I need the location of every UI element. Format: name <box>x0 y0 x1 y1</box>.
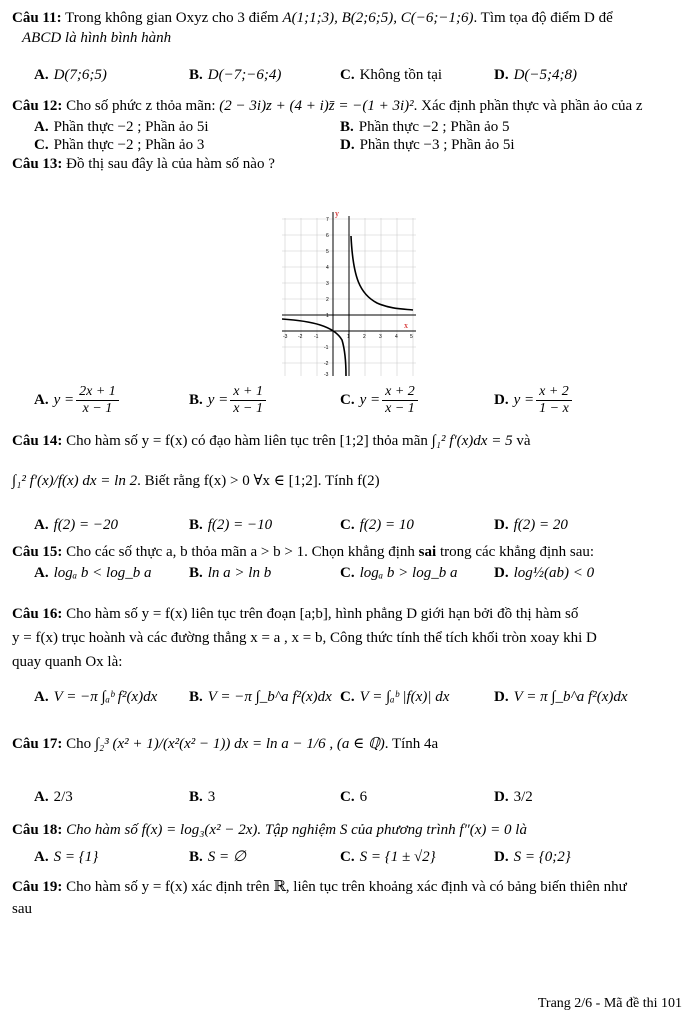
y-tick-label: 4 <box>326 265 329 271</box>
q11-option-b[interactable]: B. D(−7;−6;4) <box>189 67 282 83</box>
x-tick-label: -2 <box>298 334 303 340</box>
q16-option-c[interactable]: C. V = ∫ₐᵇ |f(x)| dx <box>340 689 450 705</box>
q19-text1: Cho hàm số y = f(x) xác định trên ℝ, liên tục trên khoảng xác định và có bảng biến thiên như <box>66 879 627 895</box>
q15-option-b[interactable]: B. ln a > ln b <box>189 565 272 581</box>
q19-label: Câu 19: <box>12 879 63 895</box>
question-14 <box>12 428 688 494</box>
q11-points: A(1;1;3), B(2;6;5), C(−6;−1;6) <box>282 10 474 26</box>
x-tick-label: -1 <box>314 334 319 340</box>
q17-option-c[interactable]: C. 6 <box>340 789 368 805</box>
q14-text1: Cho hàm số y = f(x) có đạo hàm liên tục trên [1;2] thỏa mãn <box>66 433 428 449</box>
q13-option-c[interactable]: C. y = $\frac{x + 2}{x - 1}$ <box>340 380 420 420</box>
q15-options <box>34 562 684 584</box>
q13-graph <box>282 208 416 376</box>
question-13 <box>12 154 688 174</box>
q11-line2: ABCD là hình bình hành <box>22 30 172 46</box>
q12-option-c[interactable]: C. Phần thực −2 ; Phần ảo 3 <box>34 137 205 153</box>
q14-option-a[interactable]: A. f(2) = −20 <box>34 517 118 533</box>
q14-integral2: ∫₁² f′(x)/f(x) dx = ln 2 <box>12 473 138 489</box>
y-tick-label: 6 <box>326 233 329 239</box>
q17-label: Câu 17: <box>12 736 63 752</box>
q16-label: Câu 16: <box>12 606 63 622</box>
q15-text: Cho các số thực a, b thỏa mãn a > b > 1. Chọn khẳng định <box>66 544 415 560</box>
q11-option-a[interactable]: A. D(7;6;5) <box>34 67 107 83</box>
q15-option-a[interactable]: A. logₐ b < log_b a <box>34 565 152 581</box>
q13-label: Câu 13: <box>12 156 63 172</box>
q18-option-d[interactable]: D. S = {0;2} <box>494 849 571 865</box>
y-tick-label: 7 <box>326 217 329 223</box>
q14-option-c[interactable]: C. f(2) = 10 <box>340 517 414 533</box>
q17-integral: ∫₂³ (x² + 1)/(x²(x² − 1)) dx = ln a − 1/6 , (a ∈ ℚ) <box>94 736 385 752</box>
q17-options <box>34 780 684 814</box>
y-tick-label: 3 <box>326 281 329 287</box>
y-tick-label: 1 <box>326 313 329 319</box>
q11-option-c[interactable]: C. Không tồn tại <box>340 67 443 83</box>
question-12 <box>12 96 688 116</box>
q14-integral1: ∫₁² f′(x)dx = 5 <box>431 433 513 449</box>
y-tick-label: 2 <box>326 297 329 303</box>
q18-label: Câu 18: <box>12 822 63 838</box>
q13-option-d[interactable]: D. y = $\frac{x + 2}{1 - x}$ <box>494 380 574 420</box>
x-tick-label: 3 <box>379 334 382 340</box>
q14-option-d[interactable]: D. f(2) = 20 <box>494 517 568 533</box>
question-15 <box>12 542 688 562</box>
q15-option-c[interactable]: C. logₐ b > log_b a <box>340 565 458 581</box>
q13-text: Đồ thị sau đây là của hàm số nào ? <box>66 156 275 172</box>
question-11 <box>12 8 688 48</box>
q15-text-end: trong các khẳng định sau: <box>439 544 595 560</box>
q18-options <box>34 846 684 868</box>
q14-options <box>34 514 684 536</box>
q11-text2: . Tìm tọa độ điểm D để <box>473 10 613 26</box>
q16-option-b[interactable]: B. V = −π ∫_b^a f²(x)dx <box>189 689 332 705</box>
q15-bold-word: sai <box>418 544 437 560</box>
q13-option-b[interactable]: B. y = $\frac{x + 1}{x - 1}$ <box>189 380 268 420</box>
y-axis-label: y <box>335 209 339 218</box>
q14-text2: và <box>516 433 531 449</box>
q13-option-a[interactable]: A. y = $\frac{2x + 1}{x - 1}$ <box>34 380 121 420</box>
q17-text1: Cho <box>66 736 92 752</box>
q14-label: Câu 14: <box>12 433 63 449</box>
page-footer: Trang 2/6 - Mã đề thi 101 <box>537 996 682 1011</box>
q14-option-b[interactable]: B. f(2) = −10 <box>189 517 273 533</box>
x-tick-label: 5 <box>410 334 413 340</box>
q11-option-d[interactable]: D. D(−5;4;8) <box>494 67 578 83</box>
y-tick-label: -1 <box>324 345 329 351</box>
question-16 <box>12 602 688 674</box>
q18-text: Cho hàm số f(x) = log₃(x² − 2x). Tập nghiệm S của phương trình f″(x) = 0 là <box>66 822 527 838</box>
x-tick-label: -3 <box>283 334 288 340</box>
x-tick-label: 1 <box>347 334 350 340</box>
q17-option-a[interactable]: A. 2/3 <box>34 789 73 805</box>
x-tick-label: 2 <box>363 334 366 340</box>
q12-label: Câu 12: <box>12 98 63 114</box>
question-17 <box>12 734 688 754</box>
q16-option-a[interactable]: A. V = −π ∫ₐᵇ f²(x)dx <box>34 689 158 705</box>
q16-option-d[interactable]: D. V = π ∫_b^a f²(x)dx <box>494 689 628 705</box>
q13-options <box>34 380 684 420</box>
q15-label: Câu 15: <box>12 544 63 560</box>
q12-text1: Cho số phức z thỏa mãn: <box>66 98 216 114</box>
x-tick-label: 4 <box>395 334 398 340</box>
curve-left-branch <box>282 319 346 376</box>
q15-option-d[interactable]: D. log½(ab) < 0 <box>494 565 595 581</box>
q12-option-a[interactable]: A. Phần thực −2 ; Phần ảo 5i <box>34 119 209 135</box>
q16-text1: Cho hàm số y = f(x) liên tục trên đoạn [a;b], hình phẳng D giới hạn bởi đồ thị hàm số <box>66 606 579 622</box>
q12-equation: (2 − 3i)z + (4 + i)z̄ = −(1 + 3i)² <box>219 98 414 114</box>
q18-option-a[interactable]: A. S = {1} <box>34 849 99 865</box>
q16-text3: quay quanh Ox là: <box>12 654 123 670</box>
q18-option-c[interactable]: C. S = {1 ± √2} <box>340 849 436 865</box>
question-19 <box>12 876 688 920</box>
y-tick-label: 5 <box>326 249 329 255</box>
q11-text1: Trong không gian Oxyz cho 3 điểm <box>65 10 279 26</box>
q19-text2: sau <box>12 901 32 917</box>
q12-option-d[interactable]: D. Phần thực −3 ; Phần ảo 5i <box>340 137 515 153</box>
q11-options <box>34 64 684 86</box>
q12-option-b[interactable]: B. Phần thực −2 ; Phần ảo 5 <box>340 119 510 135</box>
q16-text2: y = f(x) trục hoành và các đường thẳng x = a , x = b, Công thức tính thể tích khối tròn xoay khi D <box>12 630 597 646</box>
q12-options-row2 <box>34 134 684 156</box>
x-axis-label: x <box>404 321 408 330</box>
q17-option-d[interactable]: D. 3/2 <box>494 789 533 805</box>
q17-option-b[interactable]: B. 3 <box>189 789 216 805</box>
q18-option-b[interactable]: B. S = ∅ <box>189 849 246 865</box>
q17-text2: . Tính 4a <box>384 736 439 752</box>
question-18 <box>12 820 688 840</box>
q12-text2: . Xác định phần thực và phần ảo của z <box>413 98 643 114</box>
q16-options <box>34 682 684 712</box>
q11-label: Câu 11: <box>12 10 62 26</box>
q14-text3: . Biết rằng f(x) > 0 ∀x ∈ [1;2]. Tính f(2) <box>137 473 380 489</box>
y-tick-label: -2 <box>324 361 329 367</box>
y-tick-label: -3 <box>324 372 329 376</box>
